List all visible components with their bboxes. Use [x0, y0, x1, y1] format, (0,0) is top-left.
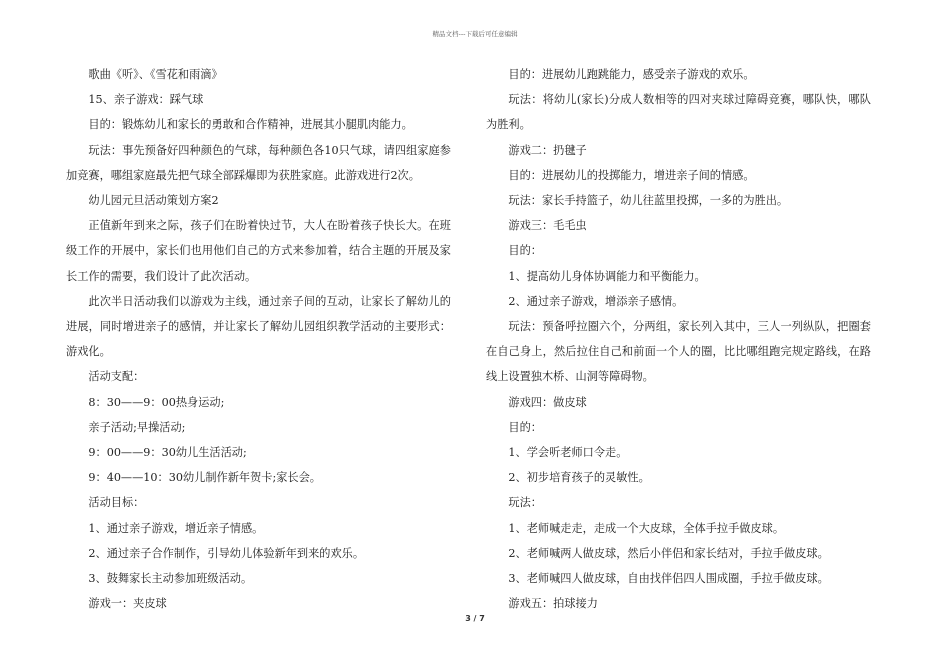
schedule-item: 8：30——9：00热身运动; — [88, 395, 225, 409]
goal-item: 2、初步培育孩子的灵敏性。 — [508, 471, 650, 485]
paragraph: 玩法：将幼儿(家长)分成人数相等的四对夹球过障碍竞赛，哪队快，哪队为胜利。 — [486, 93, 871, 132]
goal-item: 1、提高幼儿身体协调能力和平衡能力。 — [508, 269, 706, 283]
section-heading: 幼儿园元旦活动策划方案2 — [88, 194, 219, 208]
paragraph: 目的：进展幼儿跑跳能力，感受亲子游戏的欢乐。 — [508, 68, 755, 81]
paragraph: 目的：进展幼儿的投掷能力，增进亲子间的情感。 — [508, 168, 755, 182]
schedule-item: 9：40——10：30幼儿制作新年贺卡;家长会。 — [88, 471, 321, 485]
game-heading: 游戏四：做皮球 — [508, 395, 587, 409]
goal-item: 1、学会听老师口令走。 — [508, 446, 628, 460]
page-header: 精品文档---下载后可任意编辑 — [432, 30, 518, 38]
game-heading: 游戏三：毛毛虫 — [508, 219, 587, 233]
paragraph: 玩法：家长手持篮子，幼儿往蓝里投掷，一多的为胜出。 — [508, 194, 789, 208]
schedule-item: 9：00——9：30幼儿生活活动; — [88, 446, 247, 460]
paragraph: 歌曲《听》、《雪花和雨滴》 — [88, 68, 223, 81]
paragraph: 15、亲子游戏：踩气球 — [88, 93, 204, 107]
game-heading: 游戏五：拍球接力 — [508, 597, 598, 611]
page-number: 3 / 7 — [465, 614, 485, 623]
paragraph: 目的： — [508, 420, 542, 434]
paragraph: 此次半日活动我们以游戏为主线，通过亲子间的互动，让家长了解幼儿的进展，同时增进亲子的感情，并让家长了解幼儿园组织教学活动的主要形式：游戏化。 — [66, 294, 451, 359]
rule-item: 2、老师喊两人做皮球，然后小伴侣和家长结对，手拉手做皮球。 — [508, 546, 829, 560]
paragraph: 目的： — [508, 244, 542, 258]
paragraph: 目的：锻炼幼儿和家长的勇敢和合作精神，进展其小腿肌肉能力。 — [88, 118, 413, 132]
left-column — [66, 62, 451, 616]
game-heading: 游戏一：夹皮球 — [88, 597, 167, 611]
rule-item: 3、老师喊四人做皮球，自由找伴侣四人围成圈，手拉手做皮球。 — [508, 572, 829, 586]
paragraph: 活动支配： — [88, 370, 145, 384]
rule-item: 1、老师喊走走，走成一个大皮球，全体手拉手做皮球。 — [508, 521, 785, 535]
paragraph: 活动目标： — [88, 496, 145, 510]
game-heading: 游戏二：扔毽子 — [508, 143, 587, 157]
right-column — [486, 62, 871, 616]
goal-item: 1、通过亲子游戏，增近亲子情感。 — [88, 521, 264, 535]
goal-item: 2、通过亲子合作制作，引导幼儿体验新年到来的欢乐。 — [88, 546, 365, 560]
paragraph: 玩法： — [508, 496, 542, 510]
paragraph: 正值新年到来之际，孩子们在盼着快过节，大人在盼着孩子快长大。在班级工作的开展中，家长们也用他们自己的方式来参加着，结合主题的开展及家长工作的需要，我们设计了此次活动。 — [66, 219, 451, 283]
paragraph: 玩法：事先预备好四种颜色的气球，每种颜色各10只气球，请四组家庭参加竞赛，哪组家庭最先把气球全部踩爆即为获胜家庭。此游戏进行2次。 — [66, 143, 451, 182]
paragraph: 玩法：预备呼拉圈六个，分两组，家长列入其中，三人一列纵队，把圈套在自己身上，然后拉住自己和前面一个人的圈，比比哪组跑完规定路线，在路线上设置独木桥、山洞等障碍物。 — [486, 320, 871, 384]
goal-item: 3、鼓舞家长主动参加班级活动。 — [88, 572, 253, 586]
schedule-item: 亲子活动;早操活动; — [88, 420, 186, 434]
goal-item: 2、通过亲子游戏，增添亲子感情。 — [508, 294, 684, 308]
